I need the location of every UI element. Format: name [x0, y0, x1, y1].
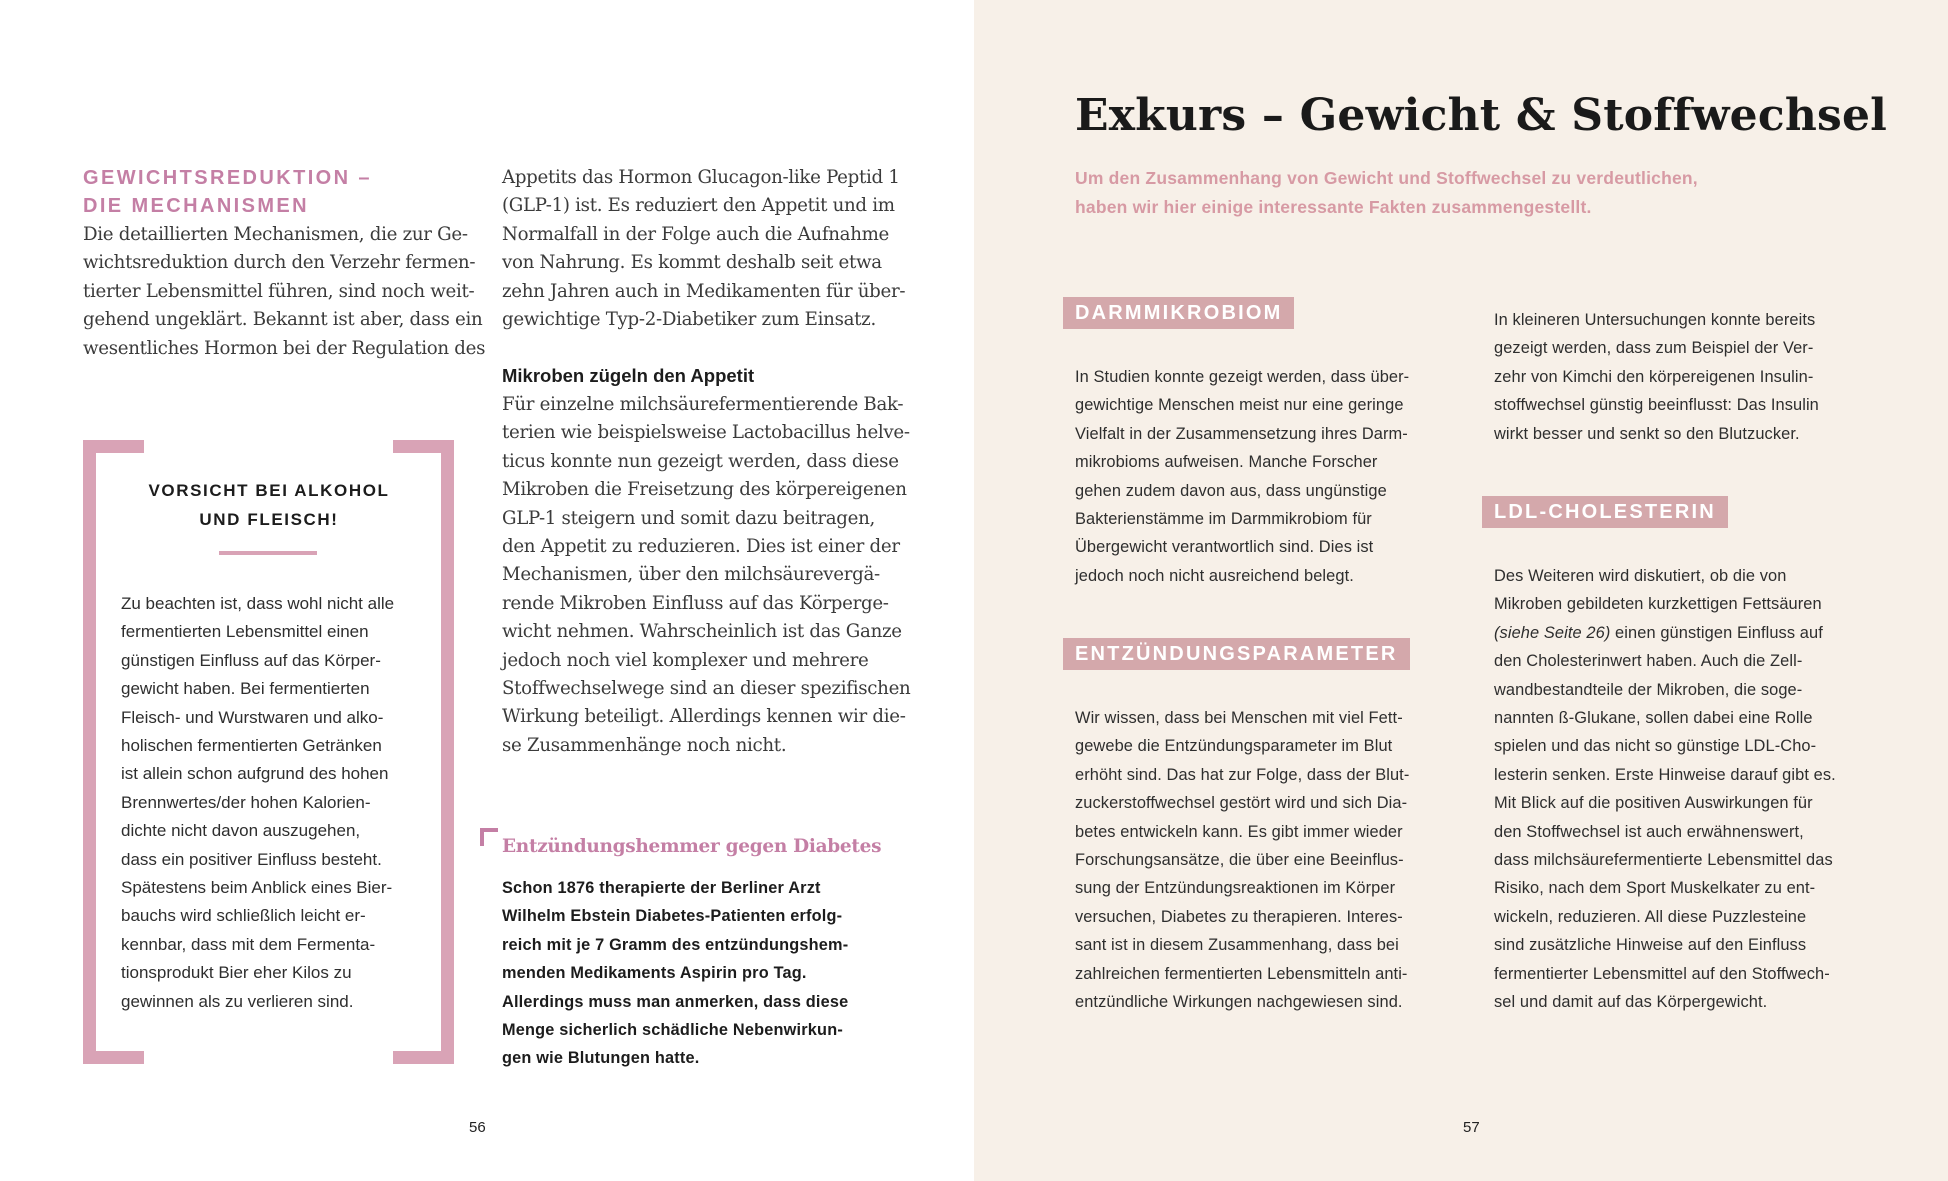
page-reference: (siehe Seite 26): [1494, 623, 1611, 642]
sidebar-corner-mark: [480, 828, 498, 846]
box-title: VORSICHT BEI ALKOHOL UND FLEISCH!: [148, 481, 390, 529]
page-subtitle: Um den Zusammenhang von Gewicht und Stoffwechsel zu verdeutlichen, haben wir hier einige interessante Fakten zusammengestellt.: [1075, 168, 1698, 217]
darmmikrobiom-text: In Studien konnte gezeigt werden, dass über- gewichtige Menschen meist nur eine geringe Vielfalt in der Zusammensetzung ihres Darm- mikrobioms aufweisen. Manche Forscher gehen zudem davon aus, dass ungünstige Bakterienstämme im Darmmikrobiom für Übergewicht verantwortlich sind. Dies ist jedoch noch nicht ausreichend belegt.: [1075, 368, 1410, 585]
page-title: Exkurs – Gewicht & Stoffwechsel: [1075, 90, 1888, 141]
box-text: Zu beachten ist, dass wohl nicht alle fermentierten Lebensmittel einen günstigen Einfluss auf das Körper- gewicht haben. Bei fermentierten Fleisch- und Wurstwaren und alko- holischen fermentierten Getränken ist allein schon aufgrund des hohen Brennwertes/der hohen Kalorien- dichte nicht davon auszugehen, dass ein positiver Einfluss besteht. Spätestens beim Anblick eines Bier- bauchs wird schließlich leicht er- kennbar, dass mit dem Fermenta- tionsprodukt Bier eher Kilos zu gewinnen als zu verlieren sind.: [121, 594, 395, 1011]
tag-darmmikrobiom: DARMMIKROBIOM: [1063, 297, 1294, 329]
col1-paragraph: Die detaillierten Mechanismen, die zur Ge- wichtsreduktion durch den Verzehr fermen- tierter Lebensmittel führen, sind noch weit- gehend ungeklärt. Bekannt ist aber, dass ein wesentliches Hormon bei der Regulation des: [83, 224, 486, 359]
col2-intro-text: In kleineren Untersuchungen konnte bereits gezeigt werden, dass zum Beispiel der Ver- zehr von Kimchi den körpereigenen Insulin- stoffwechsel günstig beeinflusst: Das Insulin wirkt besser und senkt so den Blutzucker.: [1494, 311, 1819, 443]
tag-ldl-cholesterin: LDL-CHOLESTERIN: [1482, 496, 1728, 528]
ldl-line-with-reference: (siehe Seite 26) einen günstigen Einfluss auf: [1494, 623, 1823, 642]
page-number-right: 57: [1463, 1119, 1480, 1136]
col2-paragraph-1: Appetits das Hormon Glucagon-like Peptid 1 (GLP-1) ist. Es reduziert den Appetit und im Normalfall in der Folge auch die Aufnahme von Nahrung. Es kommt deshalb seit etwa zehn Jahren auch in Medikamenten für über- gewichtige Typ-2-Diabetiker zum Einsatz.: [502, 167, 906, 331]
tag-entzuendungsparameter: ENTZÜNDUNGSPARAMETER: [1063, 638, 1410, 670]
page-number-left: 56: [469, 1119, 486, 1136]
right-page: [974, 0, 1948, 1181]
ldl-text: Des Weiteren wird diskutiert, ob die von Mikroben gebildeten kurzkettigen Fettsäuren (siehe Seite 26) einen günstigen Einfluss auf den Cholesterinwert haben. Auch die Zell- wandbestandteile der Mikroben, die soge- nannten ß-Glukane, sollen dabei eine Rolle spielen und das nicht so günstige LDL-Cho- lesterin senken. Erste Hinweise darauf gibt es. Mit Blick auf die positiven Auswirkungen für den Stoffwechsel ist auch erwähnenswert, dass milchsäurefermentierte Lebensmittel das Risiko, nach dem Sport Muskelkater zu ent- wickeln, reduzieren. All diese Puzzlesteine sind zusätzliche Hinweise auf den Einfluss fermentierter Lebensmittel auf den Stoffwech- sel und damit auf das Körpergewicht.: [1494, 567, 1836, 1012]
col2-heading: Mikroben zügeln den Appetit: [502, 365, 755, 386]
sidebar-title: Entzündungshemmer gegen Diabetes: [502, 836, 882, 857]
col2-paragraph-2: Für einzelne milchsäurefermentierende Bak- terien wie beispielsweise Lactobacillus helve- ticus konnte nun gezeigt werden, dass diese Mikroben die Freisetzung des körpereigenen GLP-1 steigern und somit dazu beitragen, den Appetit zu reduzieren. Dies ist einer der Mechanismen, über den milchsäurevergä- rende Mikroben Einfluss auf das Körperge- wicht nehmen. Wahrscheinlich ist das Ganze jedoch noch viel komplexer und mehrere Stoffwechselwege sind an dieser spezifischen Wirkung beteiligt. Allerdings kennen wir die- se Zusammenhänge noch nicht.: [502, 394, 911, 756]
sidebar-text: Schon 1876 therapierte der Berliner Arzt Wilhelm Ebstein Diabetes-Patienten erfolg- reich mit je 7 Gramm des entzündungshem- menden Medikaments Aspirin pro Tag. Allerdings muss man anmerken, dass diese Menge sicherlich schädliche Nebenwirkun- gen wie Blutungen hatte.: [502, 879, 849, 1068]
section-heading: GEWICHTSREDUKTION – DIE MECHANISMEN: [83, 167, 372, 218]
box-divider: [219, 551, 317, 555]
entzuendung-text: Wir wissen, dass bei Menschen mit viel Fett- gewebe die Entzündungsparameter im Blut erhöht sind. Das hat zur Folge, dass der Blut- zuckerstoffwechsel gestört wird und sich Dia- betes entwickeln kann. Es gibt immer wieder Forschungsansätze, die über eine Beeinflus- sung der Entzündungsreaktionen im Körper versuchen, Diabetes zu therapieren. Interes- sant ist in diesem Zusammenhang, dass bei zahlreichen fermentierten Lebensmitteln anti- entzündliche Wirkungen nachgewiesen sind.: [1075, 709, 1410, 1012]
